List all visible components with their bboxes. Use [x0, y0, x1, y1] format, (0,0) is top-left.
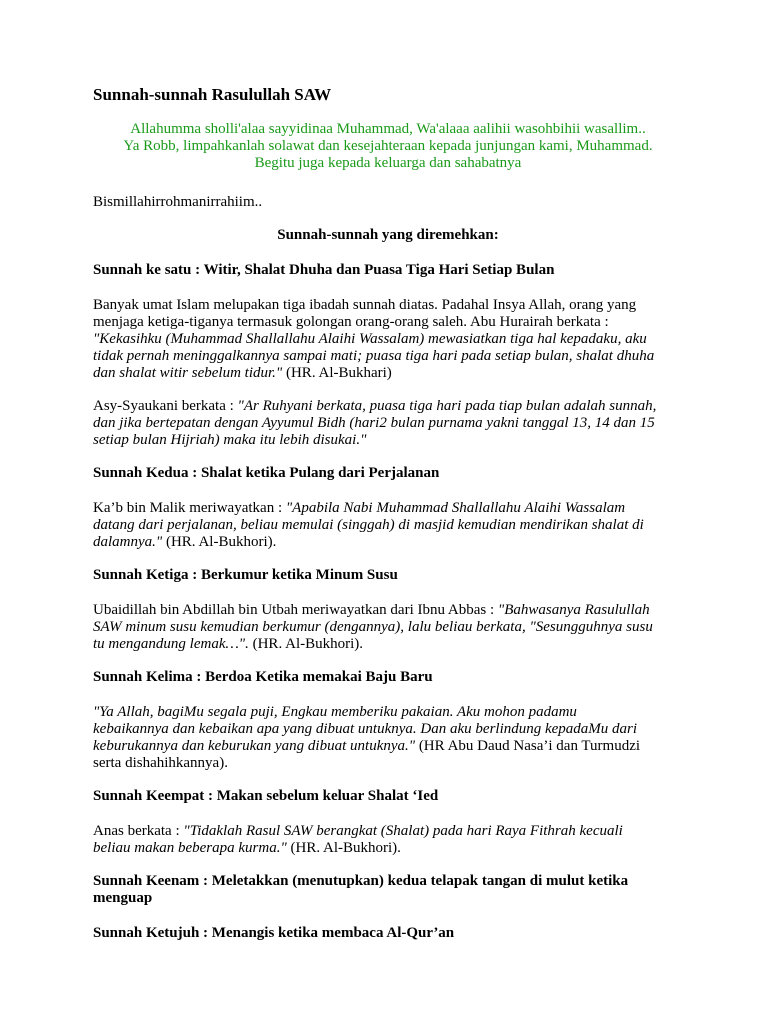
sunnah-1-paragraph: [93, 297, 683, 382]
sunnah-2-heading: Sunnah Kedua : Shalat ketika Pulang dari Perjalanan: [93, 465, 440, 481]
sunnah-1-paragraph-2: [93, 398, 683, 449]
heading-line: menguap: [93, 890, 153, 906]
quote-line: dalamnya.": [93, 534, 163, 550]
quote-line: "Ar Ruhyani berkata, puasa tiga hari pada tiap bulan adalah sunnah,: [237, 398, 657, 414]
quote-line: dan jika bertepatan dengan Ayyumul Bidh (hari2 bulan purnama yakni tanggal 13, 14 dan 15: [93, 415, 655, 431]
sunnah-5-paragraph: [93, 704, 683, 772]
sunnah-1-heading: Sunnah ke satu : Witir, Shalat Dhuha dan Puasa Tiga Hari Setiap Bulan: [93, 262, 555, 278]
sunnah-3-heading: Sunnah Ketiga : Berkumur ketika Minum Susu: [93, 567, 398, 583]
quote-line: "Apabila Nabi Muhammad Shallallahu Alaihi Wassalam: [285, 500, 626, 516]
sunnah-3-paragraph: [93, 602, 683, 653]
sunnah-6-heading: [93, 873, 683, 907]
heading-line: Sunnah Keenam : Meletakkan (menutupkan) kedua telapak tangan di mulut ketika: [93, 873, 629, 889]
quote-line: keburukannya dan keburukan yang dibuat untuknya.": [93, 738, 416, 754]
hadith-source: (HR. Al-Bukhori).: [248, 636, 364, 652]
narrator: Ubaidillah bin Abdillah bin Utbah meriwayatkan dari Ibnu Abbas :: [93, 602, 498, 618]
quote-line: tidak pernah meninggalkannya sampai mati; puasa tiga hari pada setiap bulan, shalat dhuha: [93, 348, 655, 364]
sunnah-4-paragraph: [93, 823, 683, 857]
dua-line: Ya Robb, limpahkanlah solawat dan kesejahteraan kepada junjungan kami, Muhammad.: [123, 138, 653, 154]
salawat-dua: [93, 121, 683, 172]
hadith-source: (HR Abu Daud Nasa’i dan Turmudzi: [415, 738, 641, 754]
quote-line: tu mengandung lemak…".: [93, 636, 249, 652]
quote-line: "Kekasihku (Muhammad Shallallahu Alaihi Wassalam) mewasiatkan tiga hal kepadaku, aku: [93, 331, 647, 347]
narrator: Ka’b bin Malik meriwayatkan :: [93, 500, 286, 516]
dua-line: Begitu juga kepada keluarga dan sahabatnya: [254, 155, 522, 171]
sunnah-4-heading: Sunnah Keempat : Makan sebelum keluar Shalat ‘Ied: [93, 788, 439, 804]
narrator: Asy-Syaukani berkata :: [93, 398, 238, 414]
quote-line: setiap bulan Hijriah) maka itu lebih disukai.": [93, 432, 367, 448]
hadith-source: (HR. Al-Bukhori).: [162, 534, 277, 550]
narrator: Anas berkata :: [93, 823, 184, 839]
section-subheading: Sunnah-sunnah yang diremehkan:: [277, 227, 499, 243]
quote-line: dan shalat witir sebelum tidur.": [93, 365, 283, 381]
hadith-source: serta dishahihkannya).: [93, 755, 228, 771]
text-line: Banyak umat Islam melupakan tiga ibadah sunnah diatas. Padahal Insya Allah, orang yang: [93, 297, 637, 313]
quote-line: "Tidaklah Rasul SAW berangkat (Shalat) pada hari Raya Fithrah kecuali: [183, 823, 623, 839]
sunnah-5-heading: Sunnah Kelima : Berdoa Ketika memakai Baju Baru: [93, 669, 433, 685]
sunnah-7-heading: Sunnah Ketujuh : Menangis ketika membaca Al-Qur’an: [93, 925, 455, 941]
text-line: menjaga ketiga-tiganya termasuk golongan orang-orang saleh. Abu Hurairah berkata :: [93, 314, 609, 330]
opening-line: Bismillahirrohmanirrahiim..: [93, 194, 263, 210]
quote-line: "Ya Allah, bagiMu segala puji, Engkau memberiku pakaian. Aku mohon padamu: [93, 704, 577, 720]
hadith-source: (HR. Al-Bukhori).: [286, 840, 401, 856]
quote-line: beliau makan beberapa kurma.": [93, 840, 287, 856]
document-page: [93, 84, 683, 960]
sunnah-2-paragraph: [93, 500, 683, 551]
quote-line: "Bahwasanya Rasulullah: [497, 602, 650, 618]
document-title: Sunnah-sunnah Rasulullah SAW: [93, 85, 332, 104]
hadith-source: (HR. Al-Bukhari): [282, 365, 392, 381]
quote-line: SAW minum susu kemudian berkumur (dengannya), lalu beliau berkata, "Sesungguhnya susu: [93, 619, 653, 635]
dua-line: Allahumma sholli'alaa sayyidinaa Muhammad, Wa'alaaa aalihii wasohbihii wasallim..: [130, 121, 646, 137]
quote-line: datang dari perjalanan, beliau memulai (singgah) di masjid kemudian mendirikan shalat di: [93, 517, 644, 533]
quote-line: kebaikannya dan kebaikan apa yang dibuat untuknya. Dan aku berlindung kepadaMu dari: [93, 721, 638, 737]
